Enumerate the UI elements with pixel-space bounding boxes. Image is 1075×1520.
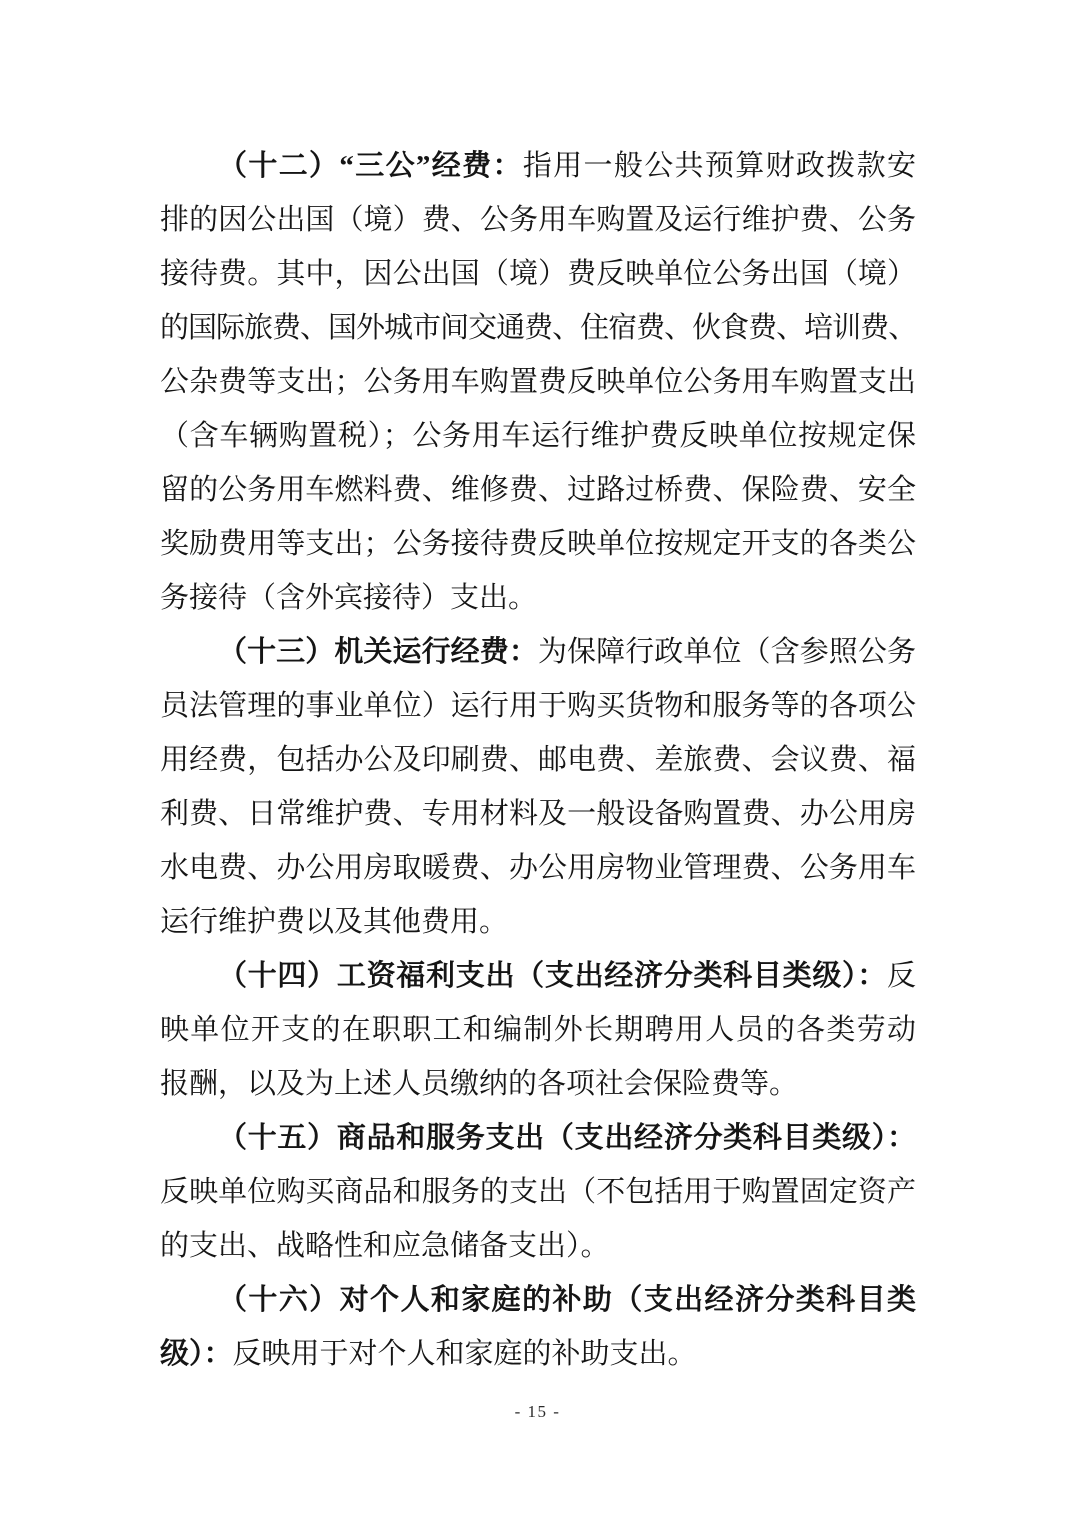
line-text: 反映用于对个人和家庭的补助支出。 <box>232 1338 697 1370</box>
text-line <box>160 571 916 625</box>
text-line <box>160 733 916 787</box>
line-text: 报酬，以及为上述人员缴纳的各项社会保险费等。 <box>160 1068 799 1100</box>
text-line <box>160 949 916 1003</box>
term-heading: （十六）对个人和家庭的补助（支出经济分类科目类 <box>218 1284 916 1316</box>
line-text: 利费、日常维护费、专用材料及一般设备购置费、办公用房 <box>160 798 916 830</box>
line-text: 用经费，包括办公及印刷费、邮电费、差旅费、会议费、福 <box>160 744 916 776</box>
text-line <box>160 679 916 733</box>
text-line <box>160 1165 916 1219</box>
line-text: 运行维护费以及其他费用。 <box>160 906 509 938</box>
line-text: 水电费、办公用房取暖费、办公用房物业管理费、公务用车 <box>160 852 916 884</box>
text-line <box>160 1273 916 1327</box>
text-line <box>160 247 916 301</box>
term-heading: 级）： <box>160 1338 233 1370</box>
page-number: - 15 - <box>514 1402 561 1421</box>
line-text: 为保障行政单位（含参照公务 <box>537 636 916 668</box>
line-text: 公杂费等支出；公务用车购置费反映单位公务用车购置支出 <box>160 366 916 398</box>
line-text: 奖励费用等支出；公务接待费反映单位按规定开支的各类公 <box>160 528 916 560</box>
term-heading: （十三）机关运行经费： <box>218 636 538 668</box>
line-text: 务接待（含外宾接待）支出。 <box>160 582 538 614</box>
line-text: 映单位开支的在职职工和编制外长期聘用人员的各类劳动 <box>160 1014 916 1046</box>
line-text: 接待费。其中，因公出国（境）费反映单位公务出国（境） <box>160 258 916 290</box>
term-heading: （十四）工资福利支出（支出经济分类科目类级）： <box>218 960 887 992</box>
line-text: 指用一般公共预算财政拨款安 <box>522 150 916 182</box>
text-line <box>160 625 916 679</box>
text-line <box>160 409 916 463</box>
text-line <box>160 1057 916 1111</box>
text-line <box>160 1111 916 1165</box>
text-line <box>160 895 916 949</box>
term-heading: （十二）“三公”经费： <box>218 150 523 182</box>
text-line <box>160 1003 916 1057</box>
text-line <box>160 463 916 517</box>
text-line <box>160 355 916 409</box>
document-body <box>160 139 916 1381</box>
text-line <box>160 139 916 193</box>
text-line <box>160 193 916 247</box>
text-line <box>160 787 916 841</box>
line-text: 排的因公出国（境）费、公务用车购置及运行维护费、公务 <box>160 204 916 236</box>
text-line <box>160 1327 916 1381</box>
line-text: 的国际旅费、国外城市间交通费、住宿费、伙食费、培训费、 <box>160 312 916 344</box>
text-line <box>160 841 916 895</box>
line-text: 留的公务用车燃料费、维修费、过路过桥费、保险费、安全 <box>160 474 916 506</box>
line-text: 反 <box>886 960 916 992</box>
text-line <box>160 301 916 355</box>
term-heading: （十五）商品和服务支出（支出经济分类科目类级）： <box>218 1122 916 1154</box>
line-text: 反映单位购买商品和服务的支出（不包括用于购置固定资产 <box>160 1176 916 1208</box>
line-text: 的支出、战略性和应急储备支出）。 <box>160 1230 610 1262</box>
line-text: 员法管理的事业单位）运行用于购买货物和服务等的各项公 <box>160 690 916 722</box>
text-line <box>160 1219 916 1273</box>
line-text: （含车辆购置税）；公务用车运行维护费反映单位按规定保 <box>160 420 916 452</box>
text-line <box>160 517 916 571</box>
